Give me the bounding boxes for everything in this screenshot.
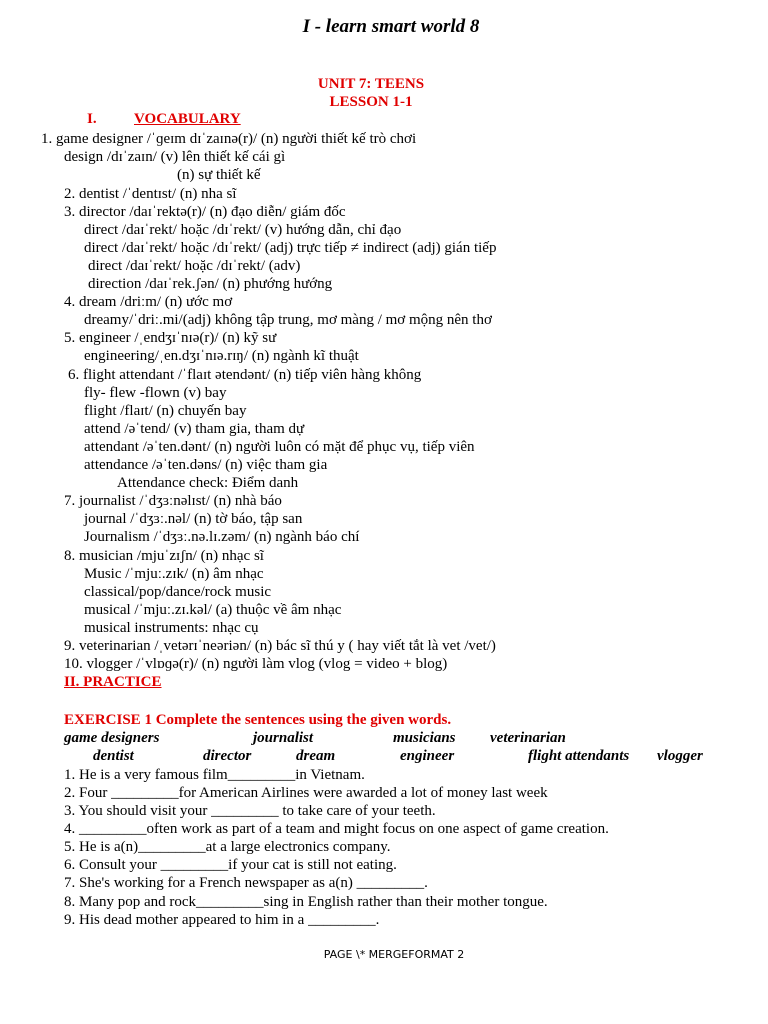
- vocab-line: attend /əˈtend/ (v) tham gia, tham dự: [84, 421, 305, 437]
- vocab-line: direction /daɪˈrek.ʃən/ (n) phướng hướng: [88, 276, 333, 292]
- word-bank-item: dentist: [93, 748, 134, 764]
- vocab-line: direct /daɪˈrekt/ hoặc /dɪˈrekt/ (adj) trực tiếp ≠ indirect (adj) gián tiếp: [84, 240, 497, 256]
- exercise-question: 5. He is a(n)_________at a large electronics company.: [64, 839, 391, 855]
- exercise-question: 2. Four _________for American Airlines were awarded a lot of money last week: [64, 785, 548, 801]
- section-practice-title: II. PRACTICE: [64, 674, 162, 690]
- word-bank-item: flight attendants: [528, 748, 630, 764]
- lesson-title: LESSON 1-1: [329, 94, 413, 110]
- exercise-1-title: EXERCISE 1 Complete the sentences using the given words.: [64, 712, 452, 728]
- vocab-line: journal /ˈdʒɜː.nəl/ (n) tờ báo, tập san: [84, 511, 303, 527]
- vocab-line: fly- flew -flown (v) bay: [84, 385, 227, 401]
- vocab-line: 7. journalist /ˈdʒɜːnəlɪst/ (n) nhà báo: [64, 493, 282, 509]
- vocab-line: 2. dentist /ˈdentɪst/ (n) nha sĩ: [64, 186, 237, 202]
- vocab-line: dreamy/ˈdriː.mi/(adj) không tập trung, mơ màng / mơ mộng nên thơ: [84, 312, 492, 328]
- word-bank-item: engineer: [400, 748, 455, 764]
- word-bank-item: veterinarian: [490, 730, 566, 746]
- section-vocabulary-title: VOCABULARY: [134, 111, 241, 127]
- vocab-line: Attendance check: Điểm danh: [117, 475, 299, 491]
- vocab-line: 5. engineer /ˌendʒɪˈnɪə(r)/ (n) kỹ sư: [64, 330, 277, 346]
- vocab-line: engineering/ˌen.dʒɪˈnɪə.rɪŋ/ (n) ngành kĩ thuật: [84, 348, 359, 364]
- vocab-line: 6. flight attendant /ˈflaɪt ətendənt/ (n) tiếp viên hàng không: [68, 367, 422, 383]
- vocab-line: attendance /əˈten.dəns/ (n) việc tham gia: [84, 457, 328, 473]
- word-bank-item: musicians: [393, 730, 456, 746]
- exercise-question: 4. _________often work as part of a team and might focus on one aspect of game creation.: [64, 821, 609, 837]
- exercise-question: 6. Consult your _________if your cat is still not eating.: [64, 857, 397, 873]
- vocab-line: direct /daɪˈrekt/ hoặc /dɪˈrekt/ (adv): [88, 258, 301, 274]
- exercise-question: 9. His dead mother appeared to him in a _________.: [64, 912, 380, 928]
- vocab-line: 1. game designer /ˈɡeɪm dɪˈzaɪnə(r)/ (n) người thiết kế trò chơi: [41, 131, 417, 147]
- vocab-line: 10. vlogger /ˈvlɒɡə(r)/ (n) người làm vlog (vlog = video + blog): [64, 656, 448, 672]
- exercise-question: 8. Many pop and rock_________sing in English rather than their mother tongue.: [64, 894, 548, 910]
- section-number: I.: [87, 111, 97, 127]
- vocab-line: flight /flaɪt/ (n) chuyến bay: [84, 403, 247, 419]
- vocab-line: Music /ˈmjuː.zɪk/ (n) âm nhạc: [84, 566, 264, 582]
- vocab-line: musical /ˈmjuː.zɪ.kəl/ (a) thuộc về âm nhạc: [84, 602, 342, 618]
- vocab-line: 3. director /daɪˈrektə(r)/ (n) đạo diễn/ giám đốc: [64, 204, 346, 220]
- exercise-question: 3. You should visit your _________ to take care of your teeth.: [64, 803, 436, 819]
- vocab-line: Journalism /ˈdʒɜː.nə.lɪ.zəm/ (n) ngành báo chí: [84, 529, 360, 545]
- exercise-question: 7. She's working for a French newspaper as a(n) _________.: [64, 875, 428, 891]
- exercise-question: 1. He is a very famous film_________in Vietnam.: [64, 767, 365, 783]
- word-bank-item: director: [203, 748, 252, 764]
- vocab-line: direct /daɪˈrekt/ hoặc /dɪˈrekt/ (v) hướng dẫn, chỉ đạo: [84, 222, 402, 238]
- word-bank-item: journalist: [253, 730, 314, 746]
- word-bank-item: dream: [296, 748, 336, 764]
- vocab-line: classical/pop/dance/rock music: [84, 584, 272, 600]
- document-title: I - learn smart world 8: [302, 16, 480, 37]
- vocab-line: 4. dream /driːm/ (n) ước mơ: [64, 294, 233, 310]
- page-footer: PAGE \* MERGEFORMAT 2: [323, 948, 465, 961]
- vocab-line: musical instruments: nhạc cụ: [84, 620, 259, 636]
- word-bank-item: game designers: [64, 730, 160, 746]
- vocab-line: design /dɪˈzaɪn/ (v) lên thiết kế cái gì: [64, 149, 286, 165]
- vocab-line: 9. veterinarian /ˌvetərɪˈneəriən/ (n) bác sĩ thú y ( hay viết tắt là vet /vet/): [64, 638, 496, 654]
- vocab-line: (n) sự thiết kế: [177, 167, 261, 183]
- vocab-line: attendant /əˈten.dənt/ (n) người luôn có mặt để phục vụ, tiếp viên: [84, 439, 475, 455]
- word-bank-item: vlogger: [657, 748, 703, 764]
- vocab-line: 8. musician /mjuˈzɪʃn/ (n) nhạc sĩ: [64, 548, 264, 564]
- unit-title: UNIT 7: TEENS: [317, 76, 425, 92]
